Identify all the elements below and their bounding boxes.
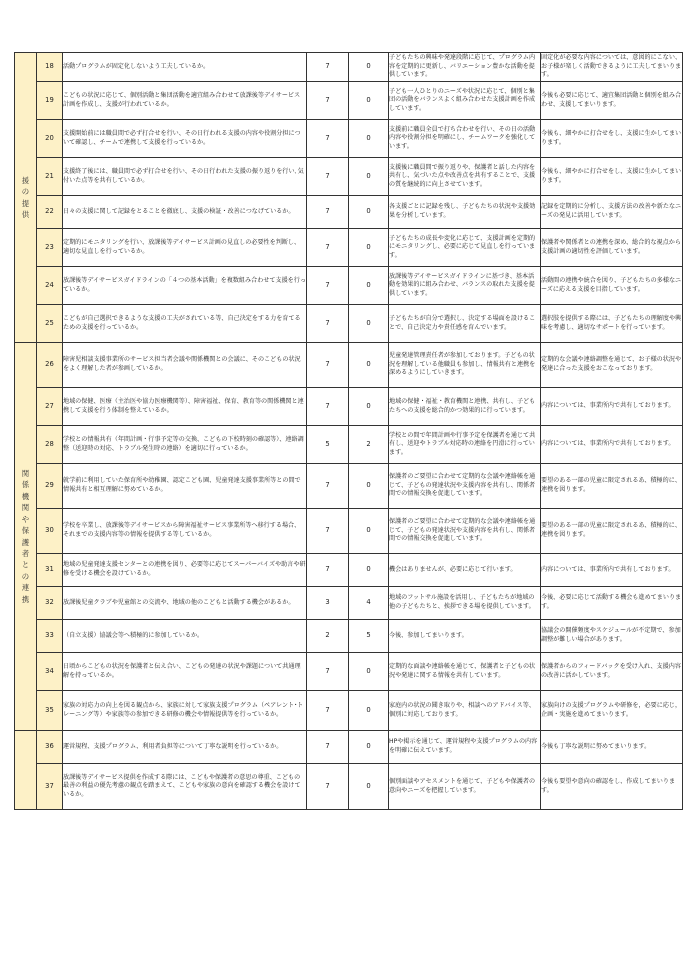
improvement-plan: 活動間の連携や統合を図り、子どもたちの多様なニーズに応える支援を目指しています。 xyxy=(541,267,683,305)
category-cell xyxy=(15,731,37,810)
item-description: 放課後児童クラブや児童館との交流や、地域の他のこどもと活動する機会があるか。 xyxy=(63,587,307,620)
yes-count: 7 xyxy=(307,343,349,388)
no-count: 0 xyxy=(349,305,389,343)
yes-count: 7 xyxy=(307,691,349,731)
current-status: 各支援ごとに記録を残し、子どもたちの状況や支援効果を分析しています。 xyxy=(389,196,541,229)
item-number: 35 xyxy=(37,691,63,731)
improvement-plan: 記録を定期的に分析し、支援方法の改善や新たなニーズの発見に活用しています。 xyxy=(541,196,683,229)
no-count: 5 xyxy=(349,620,389,653)
no-count: 0 xyxy=(349,343,389,388)
item-description: 活動プログラムが固定化しないよう工夫しているか。 xyxy=(63,53,307,82)
item-description: 地域の保健、医療（主治医や協力医療機関等）、障害福祉、保育、教育等の関係機関と連携して支援を行う体制を整えているか。 xyxy=(63,388,307,426)
yes-count: 7 xyxy=(307,464,349,509)
current-status: 子ども一人ひとりのニーズや状況に応じて、個別と集団の活動をバランスよく組み合わせた支援計画を作成しています。 xyxy=(389,82,541,120)
current-status: 子どもたちの興味や発達段階に応じて、プログラム内容を定期的に更新し、バリエーション豊かな活動を提供しています。 xyxy=(389,53,541,82)
yes-count: 7 xyxy=(307,731,349,764)
no-count: 4 xyxy=(349,587,389,620)
item-description: 就学前に利用していた保育所や幼稚園、認定こども園、児童発達支援事業所等との間で情報共有と相互理解に努めているか。 xyxy=(63,464,307,509)
current-status: 地域のフットサル施設を活用し、子どもたちが地域の他の子どもたちと、挨拶できる場を提供しています。 xyxy=(389,587,541,620)
yes-count: 7 xyxy=(307,53,349,82)
no-count: 0 xyxy=(349,53,389,82)
table-row xyxy=(15,509,683,554)
improvement-plan: 定期的な会議や連絡調整を通じて、お子様の状況や発達に合った支援をおこなっております。 xyxy=(541,343,683,388)
item-description: 支援開始前には職員間で必ず打合せを行い、その日行われる支援の内容や役割分担について確認し、チームで連携して支援を行っているか。 xyxy=(63,120,307,158)
improvement-plan: 今後も要望や意向の確認をし、作成してまいります。 xyxy=(541,764,683,810)
improvement-plan: 保護者からのフィードバックを受け入れ、支援内容の改善に活かしています。 xyxy=(541,653,683,691)
improvement-plan: 協議会の開催頻度やスケジュールが不定期で、参加調整が難しい場合があります。 xyxy=(541,620,683,653)
table-row xyxy=(15,691,683,731)
item-number: 25 xyxy=(37,305,63,343)
item-number: 31 xyxy=(37,554,63,587)
item-number: 27 xyxy=(37,388,63,426)
table-row xyxy=(15,343,683,388)
improvement-plan: 要望のある一部の児童に限定されるあ、積極的に、連携を図ります。 xyxy=(541,464,683,509)
item-number: 20 xyxy=(37,120,63,158)
current-status: 支援前に職員全員で打ち合わせを行い、その日の活動内容や役割分担を明確にし、チームワークを強化しています。 xyxy=(389,120,541,158)
item-description: 放課後等デイサービスガイドラインの「４つの基本活動」を複数組み合わせて支援を行っているか。 xyxy=(63,267,307,305)
improvement-plan: 内容については、事業所内で共有しております。 xyxy=(541,388,683,426)
yes-count: 7 xyxy=(307,653,349,691)
yes-count: 7 xyxy=(307,196,349,229)
item-number: 24 xyxy=(37,267,63,305)
item-description: こどもが自己選択できるような支援の工夫がされている等、自己決定をする力を育てるための支援を行っているか。 xyxy=(63,305,307,343)
improvement-plan: 要望のある一部の児童に限定されるあ、積極的に、連携を図ります。 xyxy=(541,509,683,554)
item-number: 30 xyxy=(37,509,63,554)
current-status: 子どもたちの成長や変化に応じて、支援計画を定期的にモニタリングし、必要に応じて見直しを行っています。 xyxy=(389,229,541,267)
table-row xyxy=(15,267,683,305)
item-number: 29 xyxy=(37,464,63,509)
current-status: 個別面談やアセスメントを通じて、子どもや保護者の意向やニーズを把握しています。 xyxy=(389,764,541,810)
table-row xyxy=(15,120,683,158)
item-description: 放課後等デイサービス提供を作成する際には、こどもや保護者の意思の尊重、こどもの最善の利益の優先考慮の観点を踏まえて、こどもや家族の意向を確認する機会を設けているか。 xyxy=(63,764,307,810)
yes-count: 7 xyxy=(307,82,349,120)
no-count: 0 xyxy=(349,267,389,305)
category-cell xyxy=(15,53,37,343)
yes-count: 7 xyxy=(307,267,349,305)
yes-count: 7 xyxy=(307,509,349,554)
no-count: 0 xyxy=(349,388,389,426)
current-status: 放課後等デイサービスガイドラインに基づき、基本活動を効果的に組み合わせ、バランスの取れた支援を提供しています。 xyxy=(389,267,541,305)
table-row xyxy=(15,587,683,620)
current-status: 家庭内の状況の聞き取りや、相談へのアドバイス等、個別に対応しております。 xyxy=(389,691,541,731)
no-count: 2 xyxy=(349,426,389,464)
improvement-plan: 保護者や関係者との連携を深め、総合的な視点から支援計画の適切性を評価しています。 xyxy=(541,229,683,267)
item-description: 家族の対応力の向上を図る観点から、家族に対して家族支援プログラム（ペアレント･トレーニング等）や家族等の参加できる研修の機会や情報提供等を行っているか。 xyxy=(63,691,307,731)
yes-count: 7 xyxy=(307,229,349,267)
yes-count: 7 xyxy=(307,764,349,810)
improvement-plan: 内容については、事業所内で共有しております。 xyxy=(541,426,683,464)
yes-count: 2 xyxy=(307,620,349,653)
improvement-plan: 今後も必要に応じて、適宜集団活動と個別を組み合わせ、支援してまいります。 xyxy=(541,82,683,120)
item-number: 26 xyxy=(37,343,63,388)
table-row xyxy=(15,554,683,587)
current-status: 学校との間で年間計画や行事予定を保護者を通じて共有し、送迎やトラブル対応時の連絡を円滑に行っています。 xyxy=(389,426,541,464)
self-evaluation-table xyxy=(14,52,683,810)
improvement-plan: 固定化が必要な内容については、意図的にこない、お子様が楽しく活動できるように工夫してまいります。 xyxy=(541,53,683,82)
table-row xyxy=(15,229,683,267)
table-row xyxy=(15,426,683,464)
yes-count: 7 xyxy=(307,554,349,587)
yes-count: 7 xyxy=(307,158,349,196)
item-number: 34 xyxy=(37,653,63,691)
table-row xyxy=(15,464,683,509)
current-status: 地域の保健・福祉・教育機関と連携、共有し、子どもたちへの支援を総合的かつ効果的に行っています。 xyxy=(389,388,541,426)
current-status: 保護者のご要望に合わせて定期的な会議や連絡帳を通じて、子どもの発達状況や支援内容を共有し、関係者間での情報交換を促進しています。 xyxy=(389,509,541,554)
no-count: 0 xyxy=(349,196,389,229)
current-status: 支援後に職員間で振り返りや、保護者と話した内容を共有し、気づいた点や改善点を共有することで、支援の質を継続的に向上させています。 xyxy=(389,158,541,196)
no-count: 0 xyxy=(349,764,389,810)
table-row xyxy=(15,196,683,229)
current-status: 児童発達管理責任者が参加しております。子どもの状況を理解している他職員も参加し、情報共有と連携を深めるようにしていきます。 xyxy=(389,343,541,388)
no-count: 0 xyxy=(349,229,389,267)
item-description: 定期的にモニタリングを行い、放課後等デイサービス計画の見直しの必要性を判断し、適切な見直しを行っているか。 xyxy=(63,229,307,267)
item-description: 学校を卒業し、放課後等デイサービスから障害福祉サービス事業所等へ移行する場合、それまでの支援内容等の情報を提供する等しているか。 xyxy=(63,509,307,554)
current-status: 機会はありませんが、必要に応じて行います。 xyxy=(389,554,541,587)
table-row xyxy=(15,388,683,426)
no-count: 0 xyxy=(349,509,389,554)
no-count: 0 xyxy=(349,653,389,691)
category-cell xyxy=(15,343,37,731)
evaluation-table-page xyxy=(14,52,683,810)
item-description: 支援終了後には、職員間で必ず打合せを行い、その日行われた支援の振り返りを行い､気付いた点等を共有しているか。 xyxy=(63,158,307,196)
yes-count: 7 xyxy=(307,305,349,343)
item-number: 33 xyxy=(37,620,63,653)
table-row xyxy=(15,620,683,653)
item-description: （自立支援）協議会等へ積極的に参加しているか。 xyxy=(63,620,307,653)
current-status: 保護者のご要望に合わせて定期的な会議や連絡帳を通じて、子どもの発達状況や支援内容を共有し、関係者間での情報交換を促進しています。 xyxy=(389,464,541,509)
table-row xyxy=(15,764,683,810)
improvement-plan: 今後も、細やかに打合せをし、支援に生かしてまいります。 xyxy=(541,120,683,158)
yes-count: 7 xyxy=(307,388,349,426)
item-number: 19 xyxy=(37,82,63,120)
no-count: 0 xyxy=(349,464,389,509)
no-count: 0 xyxy=(349,731,389,764)
no-count: 0 xyxy=(349,691,389,731)
no-count: 0 xyxy=(349,554,389,587)
yes-count: 5 xyxy=(307,426,349,464)
item-number: 32 xyxy=(37,587,63,620)
item-number: 37 xyxy=(37,764,63,810)
item-description: 地域の児童発達支援センターとの連携を図り、必要等に応じてスーパーバイズや助言や研修を受ける機会を設けているか。 xyxy=(63,554,307,587)
improvement-plan: 選択肢を提供する際には、子どもたちの理解度や興味を考慮し、適切なサポートを行っています。 xyxy=(541,305,683,343)
item-description: 運営規程、支援プログラム、利用者負担等について丁寧な説明を行っているか。 xyxy=(63,731,307,764)
item-description: 学校との情報共有（年間計画・行事予定等の交換、こどもの下校時刻の確認等）、連絡調整（送迎時の対応、トラブル発生時の連絡）を適切に行っているか。 xyxy=(63,426,307,464)
table-row xyxy=(15,305,683,343)
item-number: 23 xyxy=(37,229,63,267)
item-number: 22 xyxy=(37,196,63,229)
current-status: 今後、参加してまいります。 xyxy=(389,620,541,653)
item-description: 障害児相談支援事業所のサービス担当者会議や関係機関との会議に、そのこどもの状況をよく理解した者が参画しているか。 xyxy=(63,343,307,388)
table-row xyxy=(15,53,683,82)
improvement-plan: 家族向けの支援プログラムや研修を，必要に応じ，企画・実施を進めてまいります。 xyxy=(541,691,683,731)
category-label: 援 の 提 供 xyxy=(21,175,30,219)
item-description: 日頃からこどもの状況を保護者と伝え合い、こどもの発達の状況や課題について共通理解を持っているか。 xyxy=(63,653,307,691)
yes-count: 3 xyxy=(307,587,349,620)
improvement-plan: 今後も丁寧な説明に努めてまいります。 xyxy=(541,731,683,764)
current-status: 子どもたちが自分で選択し、決定する場面を設けることで、自己決定力や責任感を育んでいます。 xyxy=(389,305,541,343)
current-status: 定期的な面談や連絡帳を通じて、保護者と子どもの状況や発達に関する情報を共有しています。 xyxy=(389,653,541,691)
table-row xyxy=(15,731,683,764)
no-count: 0 xyxy=(349,120,389,158)
no-count: 0 xyxy=(349,82,389,120)
item-number: 21 xyxy=(37,158,63,196)
item-number: 28 xyxy=(37,426,63,464)
item-number: 36 xyxy=(37,731,63,764)
table-row xyxy=(15,158,683,196)
category-label: 関 係 機 関 や 保 護 者 と の 連 携 xyxy=(21,468,30,604)
table-row xyxy=(15,653,683,691)
no-count: 0 xyxy=(349,158,389,196)
item-number: 18 xyxy=(37,53,63,82)
item-description: こどもの状況に応じて、個別活動と集団活動を適宜組み合わせて放課後等デイサービス計画を作成し、支援が行われているか。 xyxy=(63,82,307,120)
table-row xyxy=(15,82,683,120)
current-status: HPや掲示を通じて、運営規程や支援プログラムの内容を明確に伝えています。 xyxy=(389,731,541,764)
yes-count: 7 xyxy=(307,120,349,158)
improvement-plan: 内容については、事業所内で共有しております。 xyxy=(541,554,683,587)
improvement-plan: 今後も、細やかに打合せをし、支援に生かしてまいります。 xyxy=(541,158,683,196)
item-description: 日々の支援に関して記録をとることを徹底し、支援の検証・改善につなげているか。 xyxy=(63,196,307,229)
improvement-plan: 今後、必要に応じて活動する機会も進めてまいります。 xyxy=(541,587,683,620)
